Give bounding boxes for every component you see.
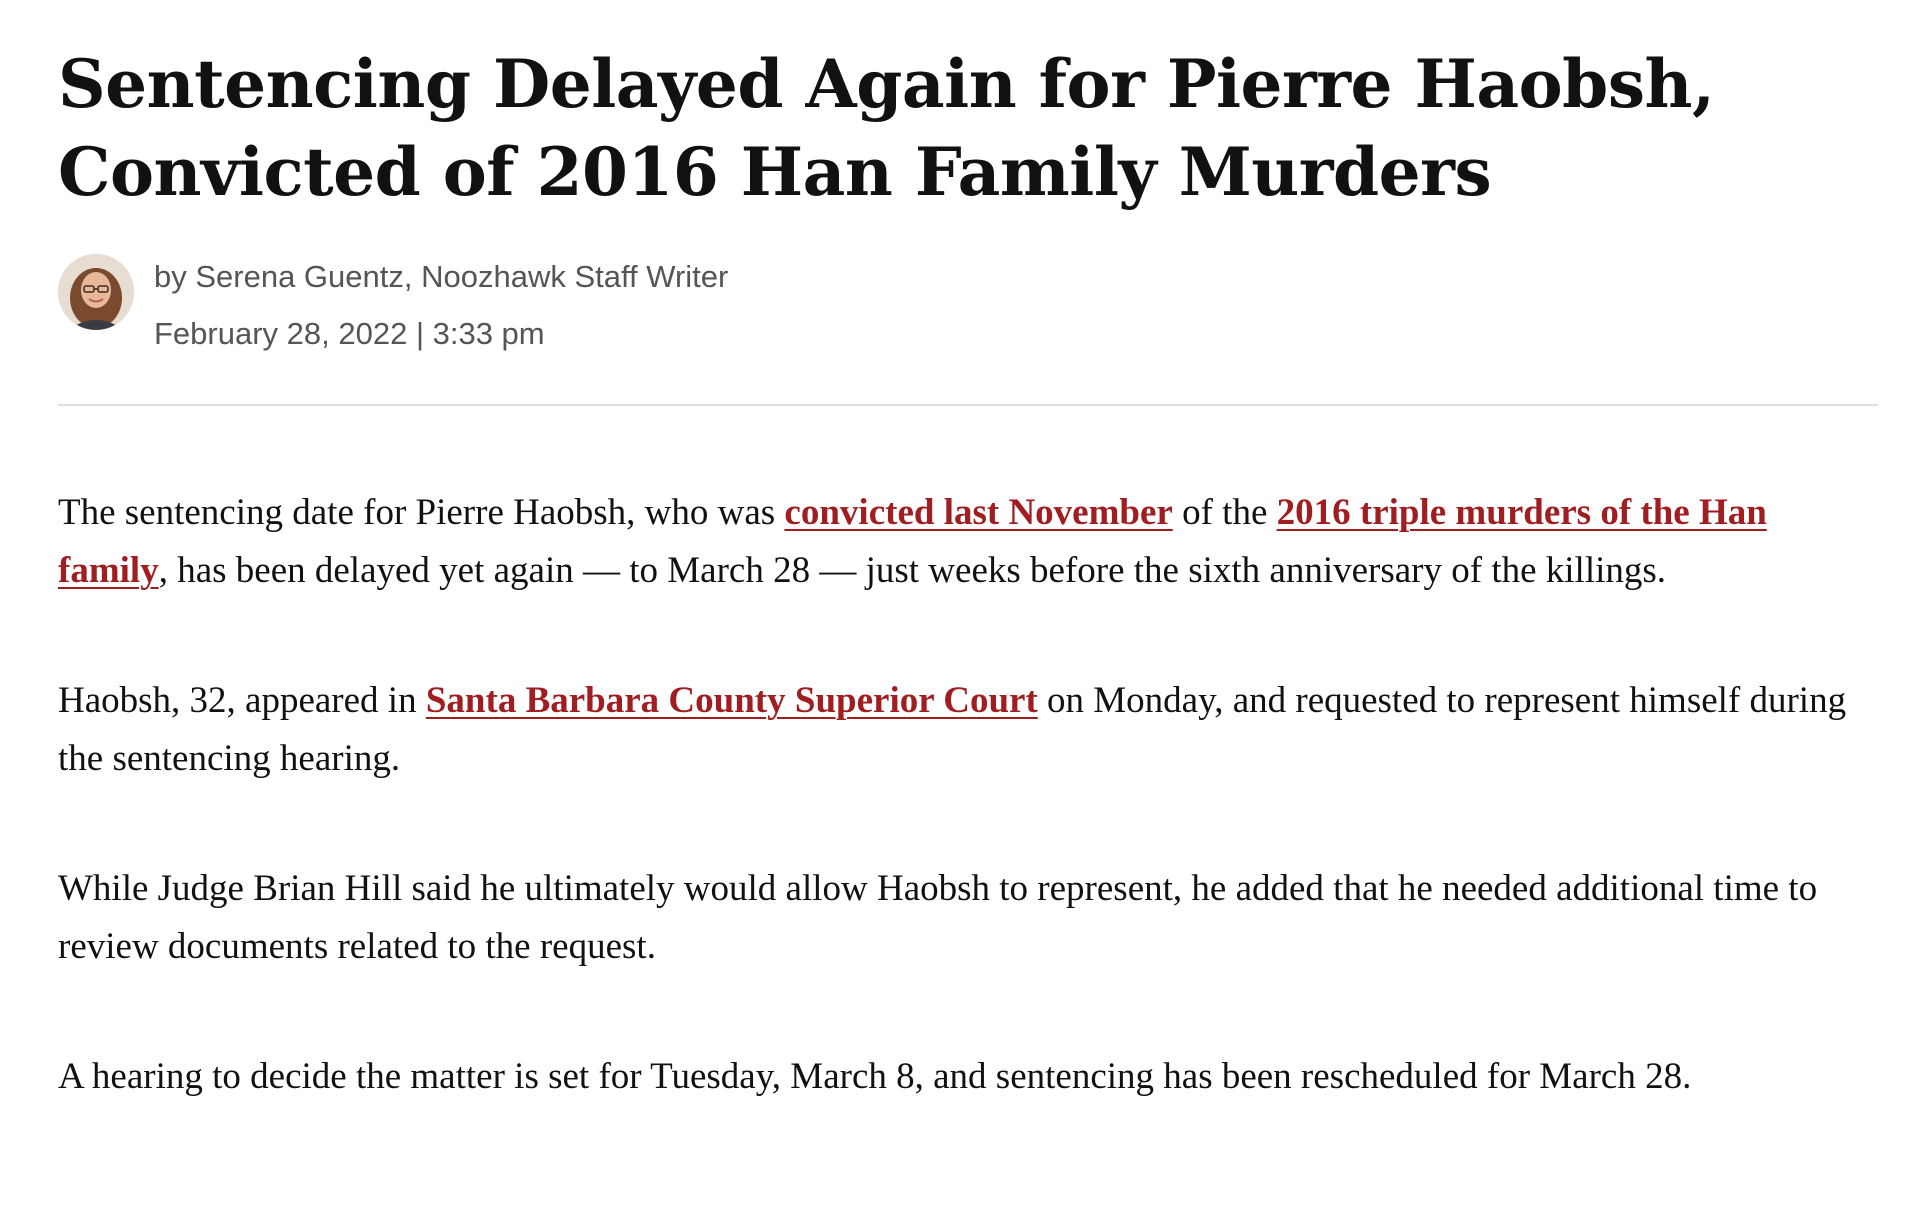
paragraph-3 xyxy=(58,860,1878,976)
link-conviction[interactable]: convicted last November xyxy=(784,492,1173,533)
paragraph-2 xyxy=(58,672,1878,788)
link-han-family-murders[interactable]: 2016 triple murders of the Han family xyxy=(58,492,1767,591)
article-body xyxy=(58,484,1878,1106)
paragraph-text: of the xyxy=(1172,492,1277,533)
divider xyxy=(58,404,1878,406)
headline: Sentencing Delayed Again for Pierre Haobsh, Convicted of 2016 Han Family Murders xyxy=(58,45,1715,211)
paragraph-text: Haobsh, 32, appeared in xyxy=(58,680,426,721)
paragraph-text: A hearing to decide the matter is set for Tuesday, March 8, and sentencing has been rescheduled for March 28. xyxy=(58,1056,1692,1097)
paragraph-text: , has been delayed yet again — to March 28 — just weeks before the sixth anniversary of the killings. xyxy=(158,550,1667,591)
author-photo-icon xyxy=(58,254,134,330)
author-avatar[interactable] xyxy=(58,254,134,330)
publish-date: February 28, 2022 | 3:33 pm xyxy=(154,316,545,351)
paragraph-4 xyxy=(58,1048,1878,1106)
byline xyxy=(58,254,1878,364)
article xyxy=(58,40,1878,1178)
paragraph-1 xyxy=(58,484,1878,600)
paragraph-text: While Judge Brian Hill said he ultimately would allow Haobsh to represent, he added that he needed additional time to review documents related to the request. xyxy=(58,868,1818,967)
link-superior-court[interactable]: Santa Barbara County Superior Court xyxy=(425,680,1038,721)
author-meta xyxy=(154,254,728,354)
author-name[interactable]: by Serena Guentz, Noozhawk Staff Writer xyxy=(154,259,729,294)
paragraph-text: on Monday, and requested to represent himself during the sentencing hearing. xyxy=(58,680,1847,779)
paragraph-text: The sentencing date for Pierre Haobsh, who was xyxy=(58,492,785,533)
